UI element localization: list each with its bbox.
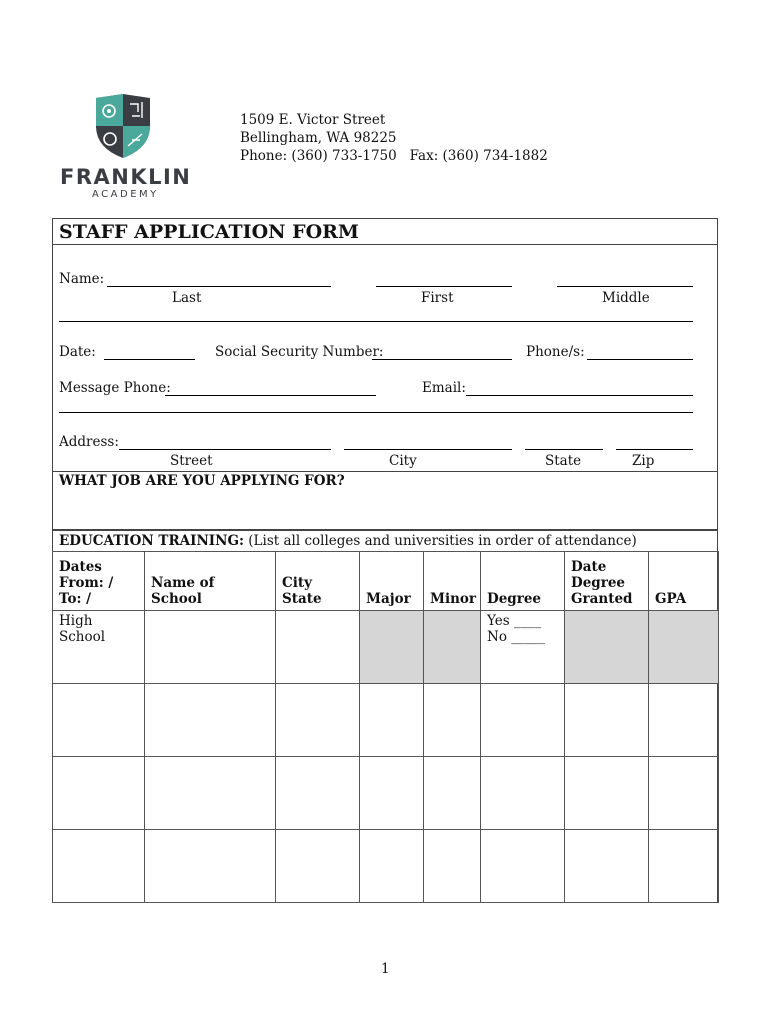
city-label: City [389, 453, 417, 469]
job-divider [52, 471, 718, 472]
col-dates: Dates From: / To: / [53, 552, 145, 611]
email-label: Email: [422, 380, 466, 396]
high-school-label: High School [53, 611, 145, 684]
middle-name-field[interactable] [557, 286, 693, 287]
cell[interactable] [276, 684, 360, 757]
cell[interactable] [53, 757, 145, 830]
education-heading-note: (List all colleges and universities in order of attendance) [243, 533, 637, 549]
cell-city[interactable] [276, 611, 360, 684]
cell[interactable] [424, 684, 481, 757]
message-phone-field[interactable] [165, 395, 376, 396]
message-phone-label: Message Phone: [59, 380, 171, 396]
ssn-label: Social Security Number: [215, 344, 384, 360]
cell[interactable] [360, 830, 424, 903]
cell-major-shaded [360, 611, 424, 684]
school-address [240, 111, 548, 165]
col-minor: Minor [424, 552, 481, 611]
cell[interactable] [649, 830, 719, 903]
date-label: Date: [59, 344, 96, 360]
franklin-logo [58, 92, 192, 204]
cell-minor-shaded [424, 611, 481, 684]
education-table [52, 551, 719, 903]
middle-label: Middle [602, 290, 650, 306]
cell-school[interactable] [145, 611, 276, 684]
cell[interactable] [276, 757, 360, 830]
shield-logo-icon [58, 92, 188, 162]
cell[interactable] [360, 757, 424, 830]
cell[interactable] [481, 684, 565, 757]
phone-fax: Phone: (360) 733-1750 Fax: (360) 734-1882 [240, 148, 548, 164]
col-degree: Degree [481, 552, 565, 611]
first-label: First [421, 290, 454, 306]
col-major: Major [360, 552, 424, 611]
cell[interactable] [481, 757, 565, 830]
cell[interactable] [360, 684, 424, 757]
table-row [53, 830, 719, 903]
cell[interactable] [481, 830, 565, 903]
cell[interactable] [565, 757, 649, 830]
email-field[interactable] [466, 395, 693, 396]
table-row [53, 611, 719, 684]
street-field[interactable] [119, 449, 331, 450]
cell-degree-yes-no[interactable] [481, 611, 565, 684]
address-city: Bellingham, WA 98225 [240, 130, 397, 146]
cell-gpa-shaded [649, 611, 719, 684]
cell[interactable] [276, 830, 360, 903]
state-field[interactable] [525, 449, 603, 450]
first-name-field[interactable] [376, 286, 512, 287]
logo-subtitle: ACADEMY [92, 189, 159, 200]
cell[interactable] [649, 684, 719, 757]
last-name-field[interactable] [107, 286, 331, 287]
education-divider [52, 529, 718, 531]
zip-field[interactable] [616, 449, 693, 450]
form-title: STAFF APPLICATION FORM [59, 221, 359, 243]
page-number: 1 [381, 961, 390, 977]
cell[interactable] [53, 830, 145, 903]
degree-no: No _____ [487, 629, 545, 645]
table-row [53, 757, 719, 830]
phone-field[interactable] [587, 359, 693, 360]
cell[interactable] [53, 684, 145, 757]
city-field[interactable] [344, 449, 512, 450]
cell[interactable] [649, 757, 719, 830]
job-answer-area[interactable] [53, 492, 717, 528]
degree-yes: Yes ____ [487, 613, 541, 629]
job-question: WHAT JOB ARE YOU APPLYING FOR? [59, 473, 345, 489]
education-heading [59, 533, 637, 549]
ssn-field[interactable] [372, 359, 512, 360]
title-divider [52, 244, 718, 245]
last-label: Last [172, 290, 202, 306]
cell[interactable] [565, 830, 649, 903]
phone-label: Phone/s: [526, 344, 585, 360]
col-gpa: GPA [649, 552, 719, 611]
cell-granted-shaded [565, 611, 649, 684]
address-street: 1509 E. Victor Street [240, 112, 386, 128]
email-row-rule [59, 412, 693, 413]
table-row [53, 684, 719, 757]
cell[interactable] [145, 757, 276, 830]
street-label: Street [170, 453, 213, 469]
name-row-rule [59, 321, 693, 322]
name-label: Name: [59, 271, 105, 287]
cell[interactable] [424, 757, 481, 830]
cell[interactable] [424, 830, 481, 903]
zip-label: Zip [632, 453, 655, 469]
table-header-row [53, 552, 719, 611]
cell[interactable] [565, 684, 649, 757]
date-field[interactable] [104, 359, 195, 360]
address-label: Address: [59, 434, 119, 450]
logo-wordmark: FRANKLIN [60, 165, 192, 189]
col-city-state: City State [276, 552, 360, 611]
state-label: State [545, 453, 582, 469]
cell[interactable] [145, 684, 276, 757]
cell[interactable] [145, 830, 276, 903]
education-heading-bold: EDUCATION TRAINING: [59, 533, 244, 549]
col-school: Name of School [145, 552, 276, 611]
col-date-granted: Date Degree Granted [565, 552, 649, 611]
